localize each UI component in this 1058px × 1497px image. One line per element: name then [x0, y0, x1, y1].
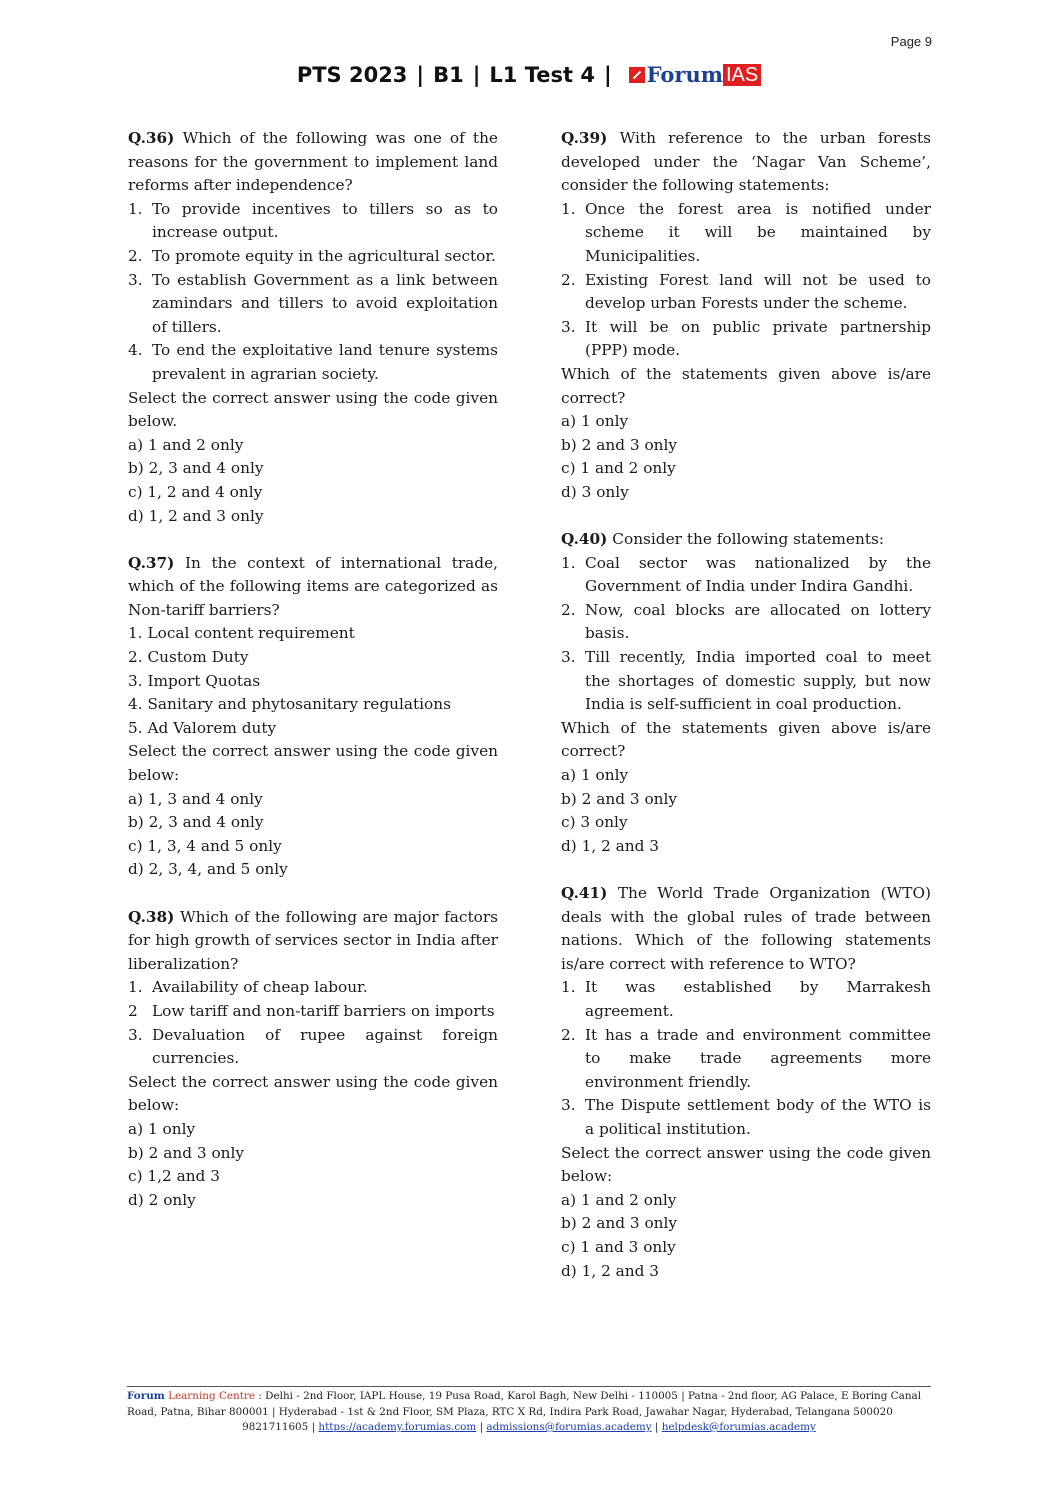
footer-contacts: 9821711605 | https://academy.forumias.com | admissions@forumias.academy | helpdesk@forumias.academy — [242, 1421, 816, 1433]
answer-option: a) 1 only — [561, 412, 629, 431]
statement-text: To promote equity in the agricultural sector. — [152, 246, 496, 265]
answer-option: b) 2, 3 and 4 only — [128, 459, 264, 478]
question-number: Q.38) — [128, 907, 175, 926]
question-number: Q.37) — [128, 553, 175, 572]
statement-number: 2. — [128, 246, 143, 265]
answer-instruction: Select the correct answer using the code given below: — [561, 1143, 931, 1186]
answer-option: a) 1 and 2 only — [561, 1190, 677, 1209]
statement-number: 4. — [128, 341, 143, 360]
statement-item: 1. Local content requirement — [128, 624, 355, 643]
header-separator: | — [416, 62, 425, 87]
footer-admissions-email[interactable]: admissions@forumias.academy — [486, 1421, 652, 1433]
header-separator: | — [603, 62, 612, 87]
statement-text: Existing Forest land will not be used to develop urban Forests under the scheme. — [585, 270, 931, 313]
right-column — [561, 127, 931, 1307]
statement-text: Once the forest area is notified under scheme it will be maintained by Municipalities. — [585, 199, 931, 265]
statement-number: 1. — [561, 199, 576, 218]
answer-instruction: Select the correct answer using the code given below. — [128, 388, 498, 431]
statement-item: 2. Custom Duty — [128, 648, 249, 667]
question-number: Q.41) — [561, 884, 608, 902]
statement-item — [561, 599, 931, 646]
question-stem — [561, 882, 931, 976]
question-stem — [561, 127, 931, 198]
answer-option: c) 1,2 and 3 — [128, 1167, 220, 1186]
footer-address-text: Delhi - 2nd Floor, IAPL House, 19 Pusa Road, Karol Bagh, New Delhi - 110005 | Patna - 2nd floor, AG Palace, E Boring Canal Road, Patna, Bihar 800001 | Hyderabad - 1st & 2nd Floor, SM Plaza, RTC X Rd, Indira Park Road, Jawahar Nagar, Hyderabad, Telangana 500020 — [127, 1390, 922, 1418]
statement-item: 4. Sanitary and phytosanitary regulations — [128, 695, 451, 714]
forumias-logo — [629, 62, 762, 87]
statement-number: 3. — [128, 270, 143, 289]
statement-number: 1. — [128, 199, 143, 218]
arrow-icon — [629, 67, 645, 83]
answer-option: d) 2, 3, 4, and 5 only — [128, 860, 288, 879]
question-text: With reference to the urban forests developed under the ‘Nagar Van Scheme’, consider the following statements: — [561, 129, 931, 195]
statement-number: 1. — [561, 978, 576, 997]
statement-item — [128, 198, 498, 245]
statement-text: It will be on public private partnership (PPP) mode. — [585, 317, 931, 360]
answer-option: a) 1 only — [561, 766, 629, 785]
statement-item — [561, 976, 931, 1023]
statement-number: 2 — [128, 1001, 138, 1020]
statement-number: 1. — [561, 553, 576, 572]
batch-label: B1 — [433, 62, 464, 87]
statement-number: 1. — [128, 978, 143, 997]
question-block — [561, 528, 931, 858]
statement-list — [561, 552, 931, 717]
footer-phone: 9821711605 — [242, 1421, 309, 1433]
answer-option: b) 2, 3 and 4 only — [128, 813, 264, 832]
statement-item: 3. Import Quotas — [128, 671, 261, 690]
statement-number: 2. — [561, 600, 576, 619]
question-number: Q.36) — [128, 129, 175, 147]
question-number: Q.39) — [561, 129, 608, 147]
answer-instruction: Select the correct answer using the code given below: — [128, 742, 498, 785]
question-block — [128, 127, 498, 528]
logo-forum-text: Forum — [646, 62, 723, 87]
left-column — [128, 127, 498, 1236]
statement-item — [561, 198, 931, 269]
statement-list — [561, 198, 931, 363]
statement-number: 3. — [128, 1025, 143, 1044]
answer-option: d) 2 only — [128, 1190, 196, 1209]
question-text: Which of the following are major factors for high growth of services sector in India after liberalization? — [128, 907, 498, 973]
statement-item — [561, 316, 931, 363]
page-number: Page 9 — [890, 34, 932, 49]
statement-text: Till recently, India imported coal to meet the shortages of domestic supply, but now India is self-sufficient in coal production. — [585, 648, 931, 714]
statement-item — [561, 269, 931, 316]
logo-ias-text: IAS — [723, 64, 761, 86]
answer-option: d) 1, 2 and 3 — [561, 1261, 660, 1280]
statement-list — [561, 976, 931, 1141]
statement-item — [128, 339, 498, 386]
footer-address — [127, 1389, 931, 1420]
statement-item — [561, 646, 931, 717]
question-text: The World Trade Organization (WTO) deals with the global rules of trade between nations. Which of the following statements is/are correct with reference to WTO? — [561, 884, 931, 973]
answer-option: a) 1, 3 and 4 only — [128, 789, 263, 808]
answer-option: d) 1, 2 and 3 — [561, 836, 660, 855]
answer-option: d) 3 only — [561, 482, 629, 501]
answer-option: a) 1 only — [128, 1119, 196, 1138]
answer-option: c) 3 only — [561, 813, 628, 832]
statement-number: 3. — [561, 1096, 576, 1115]
statement-text: Coal sector was nationalized by the Government of India under Indira Gandhi. — [585, 553, 931, 596]
footer-colon: : — [255, 1390, 262, 1402]
answer-option: d) 1, 2 and 3 only — [128, 506, 264, 525]
statement-text: Availability of cheap labour. — [152, 978, 368, 997]
question-number: Q.40) — [561, 530, 608, 549]
statement-item — [128, 1024, 498, 1071]
statement-text: Devaluation of rupee against foreign currencies. — [152, 1025, 498, 1068]
footer-website-link[interactable]: https://academy.forumias.com — [318, 1421, 477, 1433]
answer-instruction: Which of the statements given above is/are correct? — [561, 364, 931, 407]
statement-item — [128, 269, 498, 340]
answer-option: c) 1, 2 and 4 only — [128, 482, 263, 501]
answer-instruction: Which of the statements given above is/are correct? — [561, 718, 931, 761]
question-text: Which of the following was one of the reasons for the government to implement land reforms after independence? — [128, 129, 498, 195]
statement-list — [128, 198, 498, 387]
statement-item — [561, 1094, 931, 1141]
statement-text: Now, coal blocks are allocated on lottery basis. — [585, 600, 931, 643]
answer-option: c) 1 and 3 only — [561, 1237, 676, 1256]
statement-item — [128, 1000, 498, 1024]
statement-text: To provide incentives to tillers so as to increase output. — [152, 199, 498, 242]
answer-option: b) 2 and 3 only — [561, 789, 678, 808]
header-separator: | — [472, 62, 481, 87]
statement-item — [561, 552, 931, 599]
question-stem — [128, 127, 498, 198]
statement-text: It was established by Marrakesh agreement. — [585, 978, 931, 1020]
statement-text: To establish Government as a link between zamindars and tillers to avoid exploitation of tillers. — [152, 270, 498, 336]
question-block — [561, 882, 931, 1283]
statement-item — [561, 1024, 931, 1095]
footer-helpdesk-email[interactable]: helpdesk@forumias.academy — [661, 1421, 816, 1433]
statement-item: 5. Ad Valorem duty — [128, 718, 277, 737]
answer-option: c) 1 and 2 only — [561, 459, 676, 478]
answer-option: c) 1, 3, 4 and 5 only — [128, 836, 282, 855]
statement-list — [128, 976, 498, 1070]
statement-text: To end the exploitative land tenure systems prevalent in agrarian society. — [152, 341, 498, 383]
footer-brand: Forum — [127, 1390, 165, 1402]
answer-option: b) 2 and 3 only — [128, 1143, 245, 1162]
answer-option: a) 1 and 2 only — [128, 435, 244, 454]
statement-item — [128, 976, 498, 1000]
page-header — [0, 62, 1058, 87]
statement-number: 3. — [561, 648, 576, 667]
question-block — [561, 127, 931, 505]
test-label: L1 Test 4 — [489, 62, 595, 87]
answer-instruction: Select the correct answer using the code given below: — [128, 1072, 498, 1115]
question-stem — [128, 906, 498, 977]
statement-item — [128, 245, 498, 269]
statement-text: It has a trade and environment committee to make trade agreements more environment friendly. — [585, 1025, 931, 1091]
statement-number: 2. — [561, 270, 576, 289]
answer-option: b) 2 and 3 only — [561, 1214, 678, 1233]
footer-brand-suffix: Learning Centre — [164, 1390, 256, 1402]
question-stem — [128, 552, 498, 623]
question-block — [128, 552, 498, 882]
statement-text: The Dispute settlement body of the WTO is a political institution. — [585, 1096, 931, 1138]
question-text: Consider the following statements: — [612, 530, 884, 549]
answer-option: b) 2 and 3 only — [561, 435, 678, 454]
statement-number: 2. — [561, 1025, 576, 1044]
statement-number: 3. — [561, 317, 576, 336]
question-block — [128, 906, 498, 1213]
page-footer — [127, 1386, 931, 1436]
question-text: In the context of international trade, which of the following items are categorized as Non-tariff barriers? — [128, 553, 498, 619]
statement-text: Low tariff and non-tariff barriers on imports — [152, 1001, 495, 1020]
question-stem — [561, 528, 931, 552]
test-series-title: PTS 2023 — [296, 62, 408, 87]
